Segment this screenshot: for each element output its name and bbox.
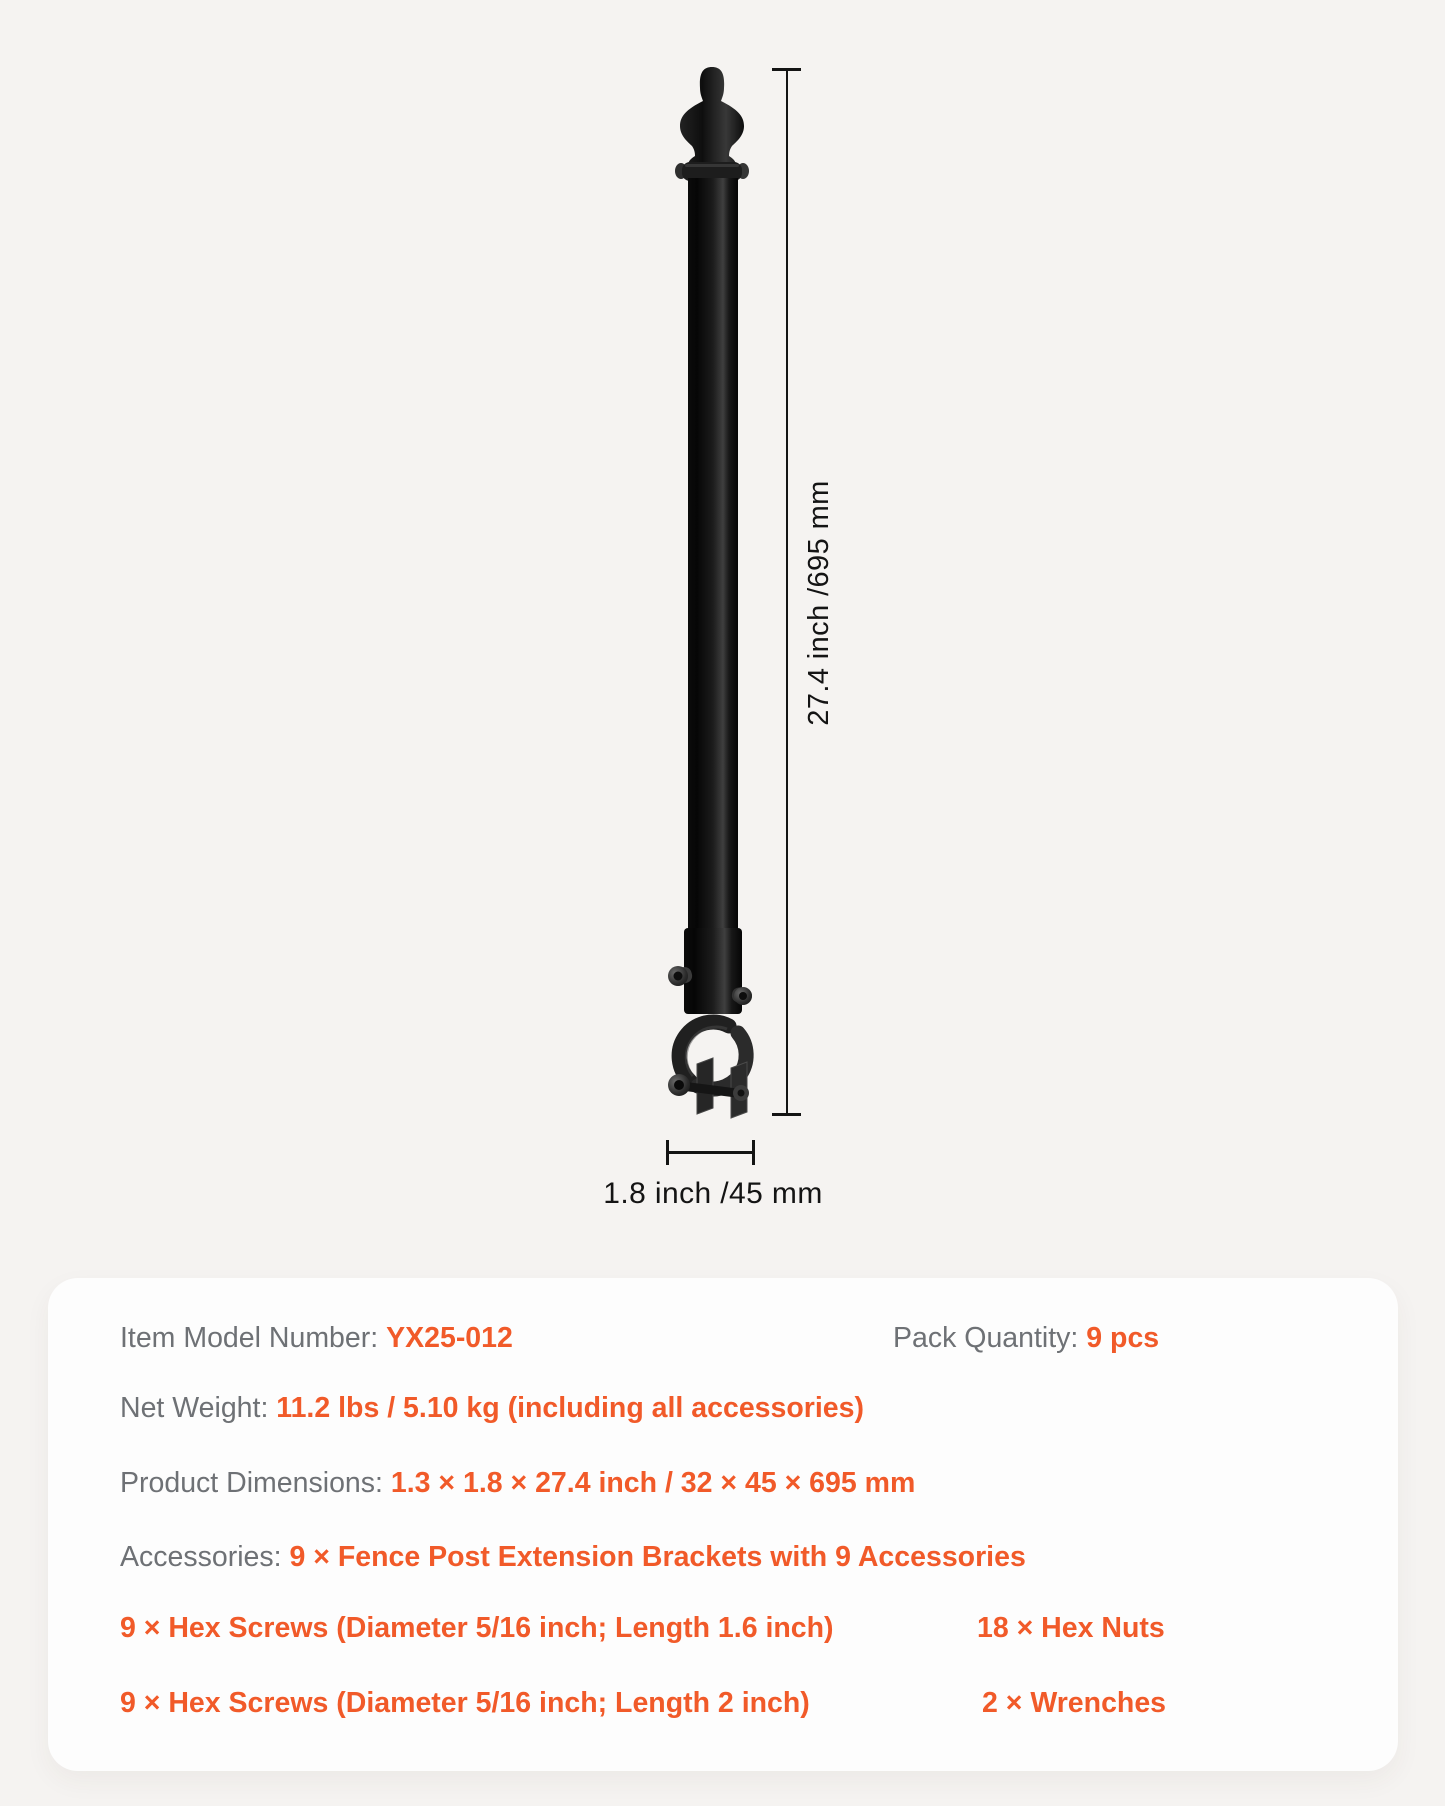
spec-row-product-dimensions [120,1466,1370,1501]
spec-row-accessories [120,1540,1370,1575]
product-dimensions-value: 1.3 × 1.8 × 27.4 inch / 32 × 45 × 695 mm [390,1467,916,1499]
hex-screws-short: 9 × Hex Screws (Diameter 5/16 inch; Length 1.6 inch) [120,1612,834,1644]
spec-row-hardware-1 [120,1611,1370,1646]
pack-quantity-value: 9 pcs [1086,1322,1160,1354]
spec-row-net-weight [120,1391,1370,1426]
pack-quantity [893,1321,1159,1356]
accessories-value: 9 × Fence Post Extension Brackets with 9 Accessories [289,1541,1026,1573]
model-number-value: YX25-012 [386,1322,513,1354]
width-dimension-line [667,1151,754,1154]
height-dimension-tick-bottom [772,1113,801,1116]
height-dimension-label: 27.4 inch /695 mm [803,480,835,726]
net-weight-value: 11.2 lbs / 5.10 kg (including all accessories) [276,1392,864,1424]
accessories-label: Accessories: [120,1541,282,1573]
spec-row-hardware-2 [120,1686,1370,1721]
height-dimension-tick-top [772,68,801,71]
pole-tube [688,178,738,1013]
finial-top [680,67,744,164]
width-dimension-tick-right [752,1140,755,1165]
hex-screws-long: 9 × Hex Screws (Diameter 5/16 inch; Length 2 inch) [120,1687,810,1719]
spec-row-model-pack [120,1321,1370,1356]
width-dimension-tick-left [666,1140,669,1165]
width-dimension-label: 1.8 inch /45 mm [603,1177,823,1210]
height-dimension-line [786,69,788,1115]
wrenches: 2 × Wrenches [982,1687,1167,1719]
hex-nuts: 18 × Hex Nuts [977,1612,1165,1644]
pack-quantity-label: Pack Quantity: [893,1322,1079,1354]
net-weight-label: Net Weight: [120,1392,269,1424]
lower-sleeve [684,928,742,1014]
fence-post-product-image [532,50,892,1230]
spec-card [48,1278,1398,1771]
product-dimensions-label: Product Dimensions: [120,1467,383,1499]
model-number-label: Item Model Number: [120,1322,379,1354]
